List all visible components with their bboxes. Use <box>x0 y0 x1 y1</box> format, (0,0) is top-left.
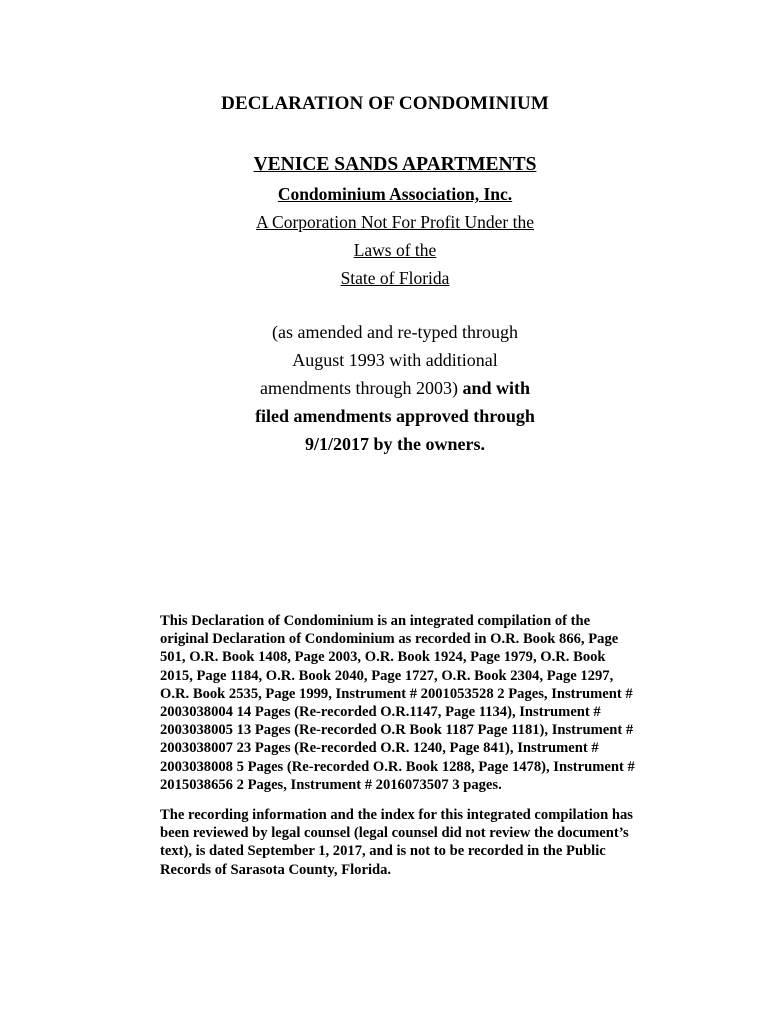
document-title: DECLARATION OF CONDOMINIUM <box>221 93 549 114</box>
amendment-note <box>215 318 575 458</box>
amendment-line-2: August 1993 with additional <box>292 350 498 370</box>
amendment-line-5: 9/1/2017 by the owners. <box>305 434 485 454</box>
association-line-2: Laws of the <box>353 240 437 260</box>
compilation-paragraph-2: The recording information and the index for this integrated compilation has been reviewed by legal counsel (legal counsel did not review the document’s text), is dated September 1, 2017, and is not to be recorded in the Public Records of Sarasota County, Florida. <box>160 807 633 878</box>
compilation-paragraph-1: This Declaration of Condominium is an integrated compilation of the original Declaration of Condominium as recorded in O.R. Book 866, Page 501, O.R. Book 1408, Page 2003, O.R. Book 1924, Page 1979, O.R. Book 2015, Page 1184, O.R. Book 2040, Page 1727, O.R. Book 2304, Page 1297, O.R. Book 2535, Page 1999, Instrument # 2001053528 2 Pages, Instrument # 2003038004 14 Pages (Re-recorded O.R.1147, Page 1134), Instrument # 2003038005 13 Pages (Re-recorded O.R Book 1187 Page 1181), Instrument # 2003038007 23 Pages (Re-recorded O.R. 1240, Page 841), Instrument # 2003038008 5 Pages (Re-recorded O.R. Book 1288, Page 1478), Instrument # 2015038656 2 Pages, Instrument # 2016073507 3 pages. <box>160 613 635 793</box>
amendment-line-4: filed amendments approved through <box>255 406 535 426</box>
amendment-line-3 <box>215 374 575 402</box>
amendment-line-3-plain: amendments through 2003) <box>260 378 458 398</box>
association-name: VENICE SANDS APARTMENTS <box>253 154 537 175</box>
amendment-line-3-bold: and with <box>457 378 530 398</box>
amendment-line-1: (as amended and re-typed through <box>272 322 518 342</box>
association-line-1: A Corporation Not For Profit Under the <box>255 212 535 232</box>
association-header <box>180 150 610 292</box>
association-subtitle: Condominium Association, Inc. <box>277 184 513 204</box>
association-line-3: State of Florida <box>340 268 450 288</box>
compilation-note <box>160 612 640 891</box>
